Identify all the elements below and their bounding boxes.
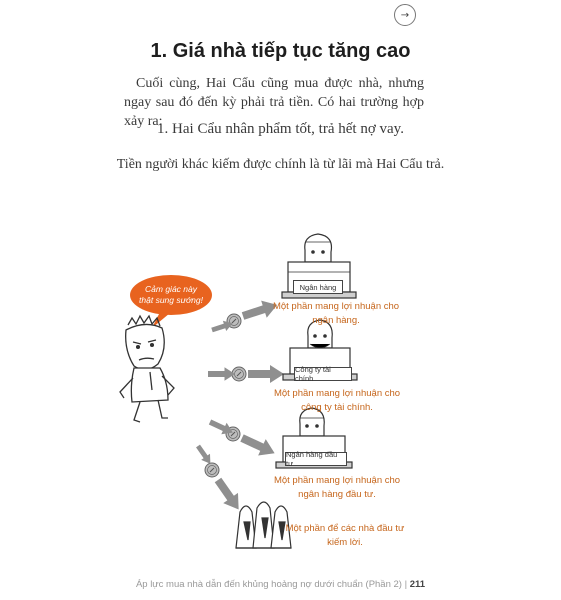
page-title: 1. Giá nhà tiếp tục tăng cao: [150, 40, 411, 62]
caption-bank: [251, 300, 421, 328]
sign-finance-company: Công ty tài chính: [294, 367, 352, 381]
summary-line: Tiền người khác kiếm được chính là từ lãi mà Hai Cẩu trả.: [116, 157, 445, 172]
case-title: 1. Hai Cẩu nhân phẩm tốt, trả hết nợ vay.: [157, 121, 404, 137]
caption-investors: [270, 522, 420, 550]
speech-text: Cảm giác này thật sung sướng!: [139, 284, 203, 305]
caption-line: Một phần mang lợi nhuận cho: [273, 388, 401, 399]
footer-text: Áp lực mua nhà dẫn đến khủng hoảng nợ dưới chuẩn (Phần 2) |: [135, 579, 408, 590]
caption-line: ngân hàng đầu tư.: [298, 489, 376, 500]
caption-line: ngân hàng.: [312, 315, 360, 326]
caption-line: Một phần để các nhà đầu tư: [285, 523, 405, 534]
caption-line: công ty tài chính.: [301, 402, 373, 413]
caption-line: Một phần mang lợi nhuận cho: [273, 475, 401, 486]
caption-investment-bank: [252, 474, 422, 502]
sign-bank: Ngân hàng: [293, 280, 343, 294]
intro-text: Cuối cùng, Hai Cẩu cũng mua được nhà, nhưng ngay sau đó đến kỳ phải trả tiền. Có hai trường hợp xảy ra:: [124, 76, 424, 129]
arrow-right-icon: →: [400, 9, 410, 21]
hai-cau-character: [120, 316, 174, 422]
caption-finance-company: [252, 387, 422, 415]
caption-line: Một phần mang lợi nhuận cho: [272, 301, 400, 312]
sign-investment-bank: Ngân hàng đầu tư: [285, 452, 347, 466]
page-footer: [0, 579, 561, 590]
page-number: 211: [409, 579, 426, 590]
caption-line: kiếm lời.: [327, 537, 363, 548]
